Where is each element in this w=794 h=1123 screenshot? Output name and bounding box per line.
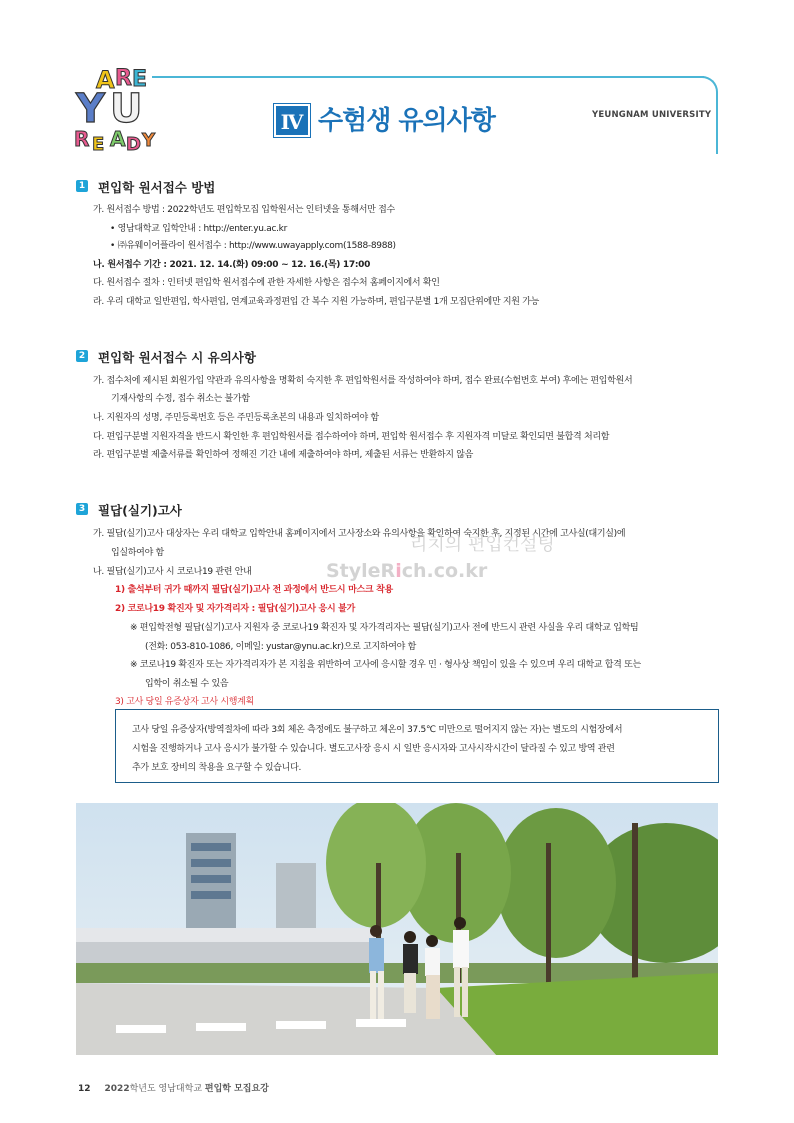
emphasis-item: 3) 고사 당일 유증상자 고사 시행계획 <box>115 697 254 707</box>
campus-photo <box>76 803 718 1055</box>
page-number: 12 <box>78 1084 91 1094</box>
list-item: 가. 필답(실기)고사 대상자는 우리 대학교 입학안내 홈페이지에서 고사장소와 유의사항을 확인하여 숙지한 후, 지정된 시간에 고사실(대기실)에 <box>93 529 626 539</box>
notice-line: 고사 당일 유증상자(방역절차에 따라 3회 체온 측정에도 불구하고 체온이 37.5℃ 미만으로 떨어지지 않는 자)는 별도의 시험장에서 <box>132 725 623 735</box>
section-number-icon: 1 <box>76 180 88 192</box>
list-item: 나. 필답(실기)고사 시 코로나19 관련 안내 <box>93 567 252 577</box>
section-title: 편입학 원서접수 방법 <box>98 180 216 195</box>
header-rule-side <box>716 92 718 154</box>
notice-line: 추가 보호 장비의 착용을 요구할 수 있습니다. <box>132 763 302 773</box>
list-item: 라. 우리 대학교 일반편입, 학사편입, 연계교육과정편입 간 복수 지원 가능하며, 편입구분별 1개 모집단위에만 지원 가능 <box>93 297 540 307</box>
svg-text:Y: Y <box>142 130 156 151</box>
list-item: 나. 지원자의 성명, 주민등록번호 등은 주민등록초본의 내용과 일치하여야 함 <box>93 413 379 423</box>
list-item: 기재사항의 수정, 접수 취소는 불가함 <box>111 394 250 404</box>
list-item: 다. 원서접수 절차 : 인터넷 편입학 원서접수에 관한 자세한 사항은 접수처 홈페이지에서 확인 <box>93 278 440 288</box>
svg-text:R: R <box>74 127 90 151</box>
section-title: 필답(실기)고사 <box>98 503 182 518</box>
note-item: ※ 코로나19 확진자 또는 자가격리자가 본 지침을 위반하여 고사에 응시할 경우 민 · 형사상 책임이 있을 수 있으며 우리 대학교 합격 또는 <box>130 660 641 670</box>
svg-text:Y: Y <box>76 86 105 132</box>
section-number-icon: 3 <box>76 503 88 515</box>
notice-box <box>115 709 719 783</box>
footer-text: 학년도 영남대학교 <box>129 1084 205 1094</box>
footer-year: 2022 <box>104 1084 130 1094</box>
watermark-korean: 리치의 편입컨설팅 <box>410 534 555 555</box>
list-item: • ㈜유웨이어플라이 원서접수 : http://www.uwayapply.com(1588-8988) <box>110 241 396 251</box>
svg-text:U: U <box>110 86 143 132</box>
section-title: 편입학 원서접수 시 유의사항 <box>98 350 256 365</box>
list-item: 라. 편입구분별 제출서류를 확인하여 정해진 기간 내에 제출하여야 하며, 제출된 서류는 반환하지 않음 <box>93 450 474 460</box>
svg-text:E: E <box>92 134 105 154</box>
emphasis-item: 1) 출석부터 귀가 때까지 필답(실기)고사 전 과정에서 반드시 마스크 착용 <box>115 585 393 595</box>
footer-title: 편입학 모집요강 <box>204 1084 269 1094</box>
list-item: • 영남대학교 입학안내 : http://enter.yu.ac.kr <box>110 224 287 234</box>
page-title: 수험생 유의사항 <box>318 106 495 136</box>
header-rule <box>152 76 704 78</box>
emphasis-item: 2) 코로나19 확진자 및 자가격리자 : 필답(실기)고사 응시 불가 <box>115 604 355 614</box>
note-item: (전화: 053-810-1086, 이메일: yustar@ynu.ac.kr)으로 고지하여야 함 <box>145 642 417 652</box>
section-number-badge: Ⅳ <box>274 104 310 137</box>
watermark-site: StyleRich.co.kr <box>326 560 488 582</box>
svg-text:D: D <box>126 134 141 154</box>
section-number-icon: 2 <box>76 350 88 362</box>
are-yu-ready-logo <box>70 58 160 154</box>
notice-line: 시험을 진행하거나 고사 응시가 불가할 수 있습니다. 별도고사장 응시 시 일반 응시자와 고사시작시간이 달라질 수 있고 방역 관련 <box>132 744 615 754</box>
list-item: 가. 접수처에 제시된 회원가입 약관과 유의사항을 명확히 숙지한 후 편입학원서를 작성하여야 하며, 접수 완료(수험번호 부여) 후에는 편입학원서 <box>93 376 633 386</box>
svg-text:R: R <box>115 66 132 91</box>
note-item: ※ 편입학전형 필답(실기)고사 지원자 중 코로나19 확진자 및 자가격리자는 필답(실기)고사 전에 반드시 관련 사실을 우리 대학교 입학팀 <box>130 623 639 633</box>
svg-text:E: E <box>132 67 148 92</box>
list-item: 다. 편입구분별 지원자격을 반드시 확인한 후 편입학원서를 접수하여야 하며, 편입학 원서접수 후 지원자격 미달로 확인되면 불합격 처리함 <box>93 432 610 442</box>
footer <box>78 1081 269 1094</box>
note-item: 입학이 취소될 수 있음 <box>145 679 229 689</box>
list-item: 가. 원서접수 방법 : 2022학년도 편입학모집 입학원서는 인터넷을 통해서만 접수 <box>93 205 395 215</box>
svg-text:A: A <box>96 66 115 94</box>
list-item: 나. 원서접수 기간 : 2021. 12. 14.(화) 09:00 ~ 12. 16.(목) 17:00 <box>93 260 371 270</box>
svg-text:A: A <box>110 127 126 151</box>
list-item: 입실하여야 함 <box>111 548 164 558</box>
university-name: YEUNGNAM UNIVERSITY <box>592 110 712 120</box>
